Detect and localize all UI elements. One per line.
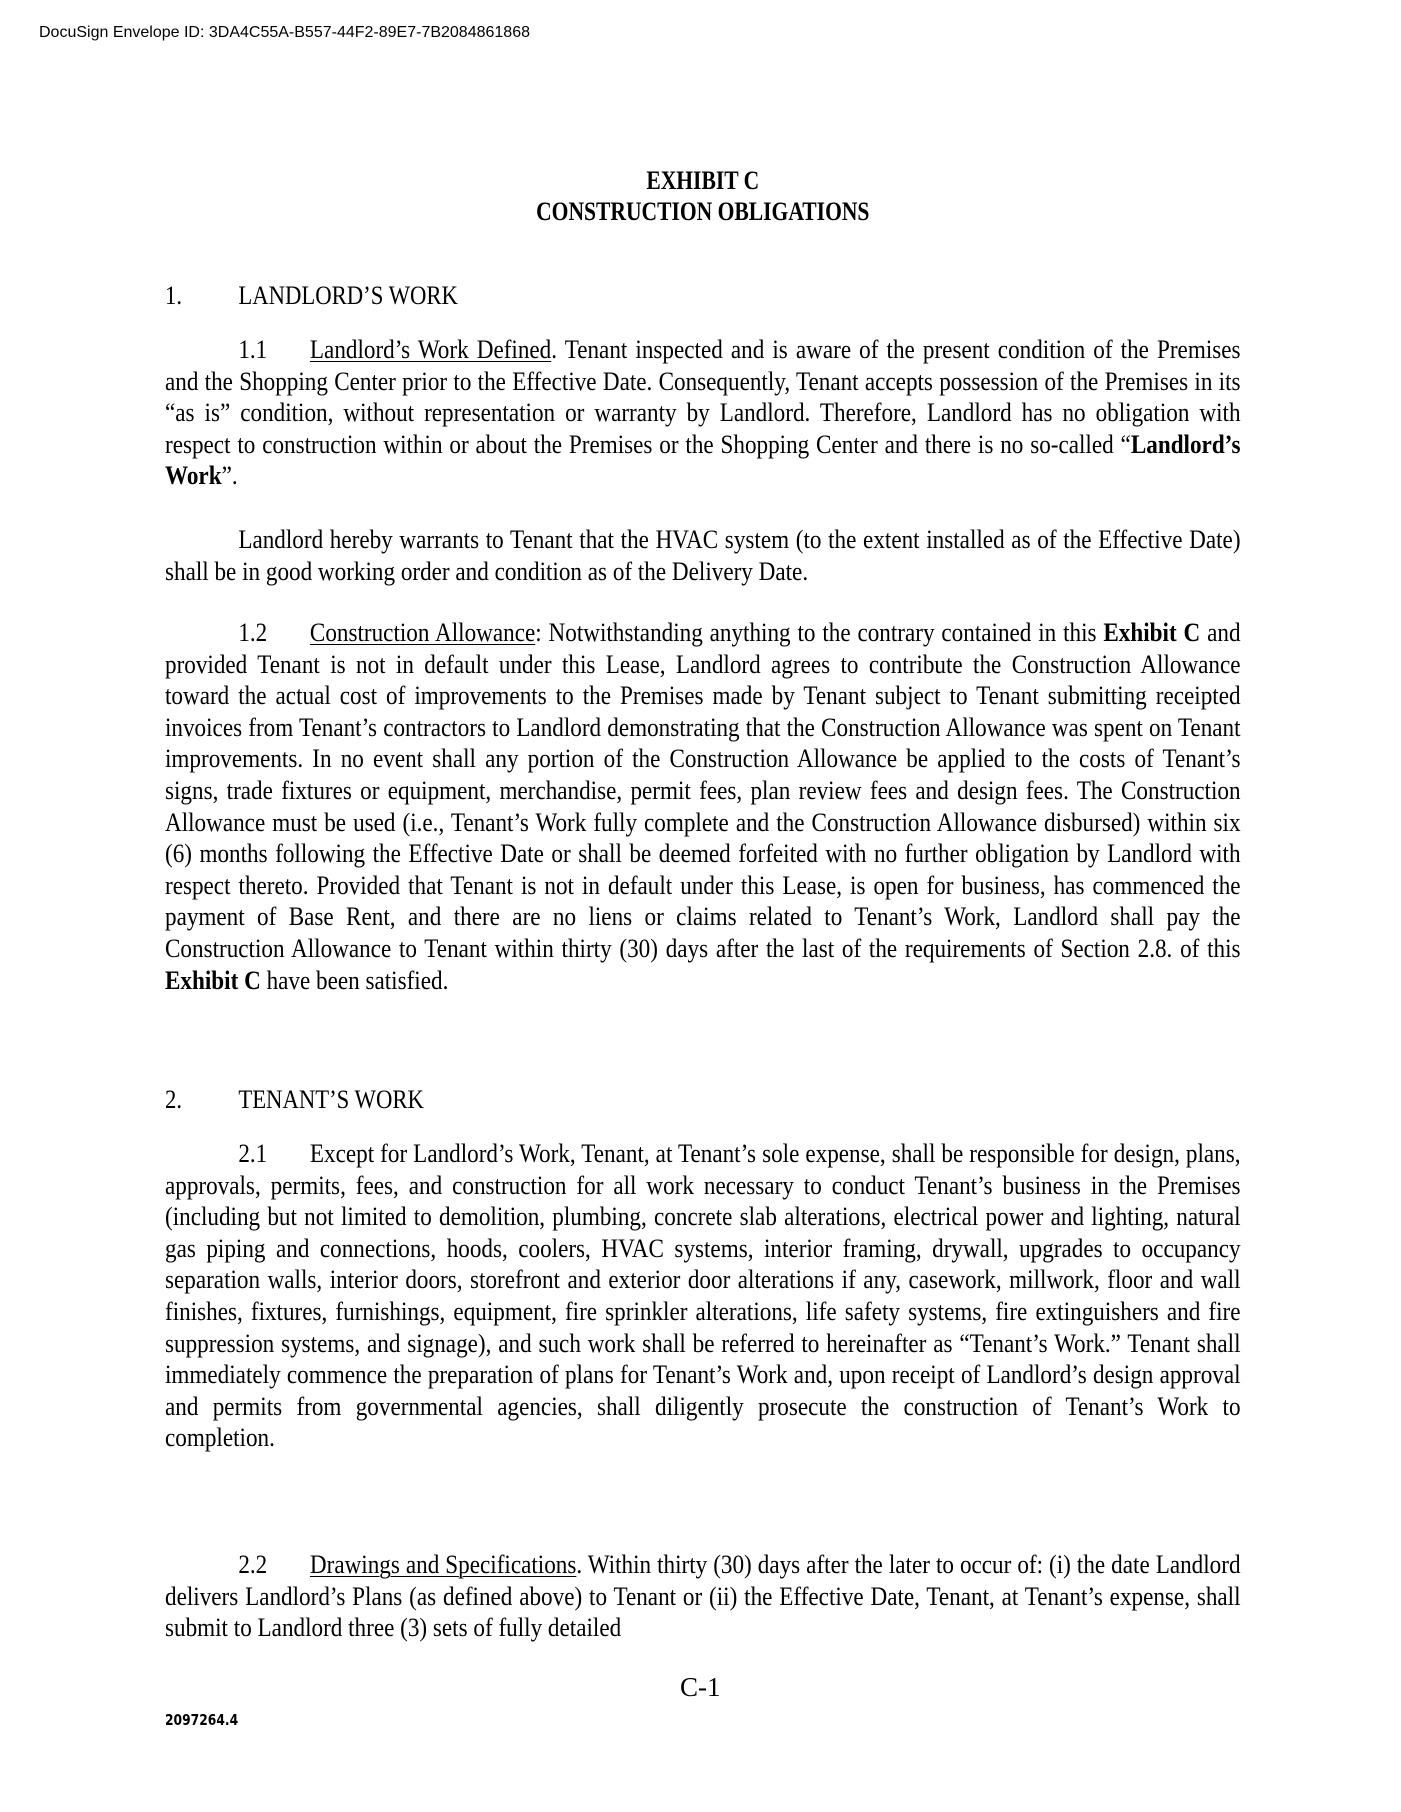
exhibit-reference: Exhibit C bbox=[165, 964, 261, 995]
section-number: 2. bbox=[165, 1085, 183, 1114]
paragraph-caption: Drawings and Specifications bbox=[309, 1549, 577, 1579]
paragraph-caption: Landlord’s Work Defined bbox=[309, 334, 552, 364]
paragraph-number: 2.1 bbox=[238, 1138, 268, 1168]
paragraph-number: 1.1 bbox=[238, 334, 268, 364]
paragraph-text: : Notwithstanding anything to the contrary contained in this bbox=[535, 617, 1104, 647]
paragraph-hvac-warranty bbox=[165, 524, 1241, 587]
paragraph-2-1 bbox=[165, 1138, 1241, 1454]
paragraph-text: Except for Landlord’s Work, Tenant, at Tenant’s sole expense, shall be responsible for design, plans, approvals, permits, fees, and construction for all work necessary to conduct Tenant’s business in the Premises (including but not limited to demolition, plumbing, concrete slab alterations, electrical power and lighting, natural gas piping and connections, hoods, coolers, HVAC systems, interior framing, drywall, upgrades to occupancy separation walls, interior doors, storefront and exterior door alterations if any, casework, millwork, floor and wall finishes, fixtures, furnishings, equipment, fire sprinkler alterations, life safety systems, fire extinguishers and fire suppression systems, and signage), and such work shall be referred to hereinafter as “Tenant’s Work.” Tenant shall immediately commence the preparation of plans for Tenant’s Work and, upon receipt of Landlord’s design approval and permits from governmental agencies, shall diligently prosecute the construction of Tenant’s Work to completion. bbox=[165, 1138, 1241, 1453]
exhibit-reference: Exhibit C bbox=[1103, 617, 1201, 647]
paragraph-text: ”. bbox=[221, 460, 238, 491]
paragraph-number: 2.2 bbox=[238, 1549, 268, 1579]
document-number: 2097264.4 bbox=[165, 1711, 239, 1729]
paragraph-1-2 bbox=[165, 617, 1241, 996]
paragraph-number: 1.2 bbox=[238, 617, 268, 647]
document-title bbox=[165, 165, 1241, 227]
paragraph-text: have been satisfied. bbox=[260, 964, 449, 995]
paragraph-caption: Construction Allowance bbox=[309, 617, 536, 647]
paragraph-text: and provided Tenant is not in default under this Lease, Landlord agrees to contribute the Construction Allowance toward the actual cost of improvements to the Premises made by Tenant subject to Tenant submitting receipted invoices from Tenant’s contractors to Landlord demonstrating that the Construction Allowance was spent on Tenant improvements. In no event shall any portion of the Construction Allowance be applied to the costs of Tenant’s signs, trade fixtures or equipment, merchandise, permit fees, plan review fees and design fees. The Construction Allowance must be used (i.e., Tenant’s Work fully complete and the Construction Allowance disbursed) within six (6) months following the Effective Date or shall be deemed forfeited with no further obligation by Landlord with respect thereto. Provided that Tenant is not in default under this Lease, is open for business, has commenced the payment of Base Rent, and there are no liens or claims related to Tenant’s Work, Landlord shall pay the Construction Allowance to Tenant within thirty (30) days after the last of the requirements of Section 2.8. of this bbox=[165, 617, 1241, 963]
defined-term: Landlord’s Work bbox=[165, 428, 1241, 491]
paragraph-2-2 bbox=[165, 1549, 1241, 1644]
docusign-envelope-id: DocuSign Envelope ID: 3DA4C55A-B557-44F2-89E7-7B2084861868 bbox=[39, 24, 530, 41]
section-title: TENANT’S WORK bbox=[238, 1085, 424, 1114]
section-number: 1. bbox=[165, 281, 183, 310]
section-heading-tenants-work bbox=[165, 1084, 1241, 1116]
page-number: C-1 bbox=[680, 1672, 721, 1702]
paragraph-text: . Tenant inspected and is aware of the present condition of the Premises and the Shopping Center prior to the Effective Date. Consequently, Tenant accepts possession of the Premises in its “as is” condition, without representation or warranty by Landlord. Therefore, Landlord has no obligation with respect to construction within or about the Premises or the Shopping Center and there is no so-called “ bbox=[165, 334, 1241, 459]
title-subject: CONSTRUCTION OBLIGATIONS bbox=[536, 197, 870, 226]
paragraph-text: Landlord hereby warrants to Tenant that the HVAC system (to the extent installed as of the Effective Date) shall be in good working order and condition as of the Delivery Date. bbox=[165, 524, 1241, 586]
paragraph-text: . Within thirty (30) days after the later to occur of: (i) the date Landlord delivers Landlord’s Plans (as defined above) to Tenant or (ii) the Effective Date, Tenant, at Tenant’s expense, shall submit to Landlord three (3) sets of fully detailed bbox=[165, 1549, 1241, 1643]
paragraph-1-1 bbox=[165, 334, 1241, 492]
title-exhibit: EXHIBIT C bbox=[646, 166, 760, 195]
section-heading-landlords-work bbox=[165, 280, 1241, 312]
section-title: LANDLORD’S WORK bbox=[238, 281, 458, 310]
